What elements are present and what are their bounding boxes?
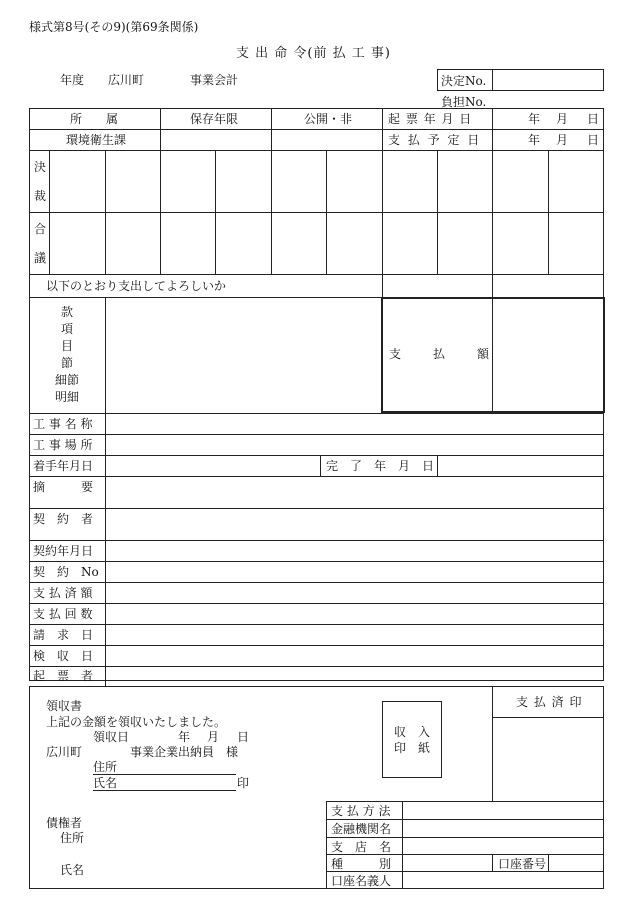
dept-value: 環境衛生課 <box>66 133 127 147</box>
town-name: 広川町 <box>108 73 145 87</box>
contract-date-label: 契約年月日 <box>33 544 94 558</box>
contract-no-field[interactable] <box>106 562 603 581</box>
year-label: 年度 <box>60 73 85 87</box>
issue-year-label: 年 <box>528 112 541 126</box>
summary-label: 摘 要 <box>33 480 94 494</box>
budget-setsu: 節 <box>61 356 74 370</box>
receipt-cashier: 事業企業出納員 様 <box>130 745 239 759</box>
receipt-month-label: 月 <box>207 730 220 744</box>
claim-date-field[interactable] <box>106 625 603 644</box>
public-header: 公開・非 <box>304 112 353 126</box>
budget-field[interactable] <box>106 298 381 412</box>
budget-ko: 項 <box>61 322 74 336</box>
confirm-text: 以下のとおり支出してよろしいか <box>46 279 227 293</box>
account-number-label: 口座番号 <box>498 857 547 871</box>
account-number-field[interactable] <box>549 855 603 870</box>
receipt-date-label: 領収日 <box>93 730 130 744</box>
paid-seal-label: 支 払 済 印 <box>516 695 583 709</box>
receipt-seal-mark: 印 <box>237 776 250 790</box>
pay-amount-label-3: 額 <box>477 347 490 361</box>
receipt-title: 領収書 <box>46 699 83 713</box>
retention-header: 保存年限 <box>190 112 239 126</box>
receipt-name-field[interactable] <box>118 775 236 789</box>
pay-count-label: 支 払 回 数 <box>33 607 93 621</box>
account-holder-field[interactable] <box>403 872 603 888</box>
revenue-stamp-box <box>382 701 442 778</box>
issue-date-label: 起 票 年 月 日 <box>388 112 473 126</box>
paid-amount-label: 支 払 済 額 <box>33 586 93 600</box>
retention-field[interactable] <box>161 130 270 149</box>
approval-label-sai: 裁 <box>34 189 47 203</box>
inspect-date-field[interactable] <box>106 646 603 665</box>
bank-name-label: 金融機関名 <box>331 822 392 836</box>
branch-name-field[interactable] <box>403 838 603 853</box>
due-day-label: 日 <box>587 133 600 147</box>
receipt-name-label: 氏名 <box>93 776 118 790</box>
work-place-field[interactable] <box>106 435 603 454</box>
creditor-address-label: 住所 <box>60 831 85 845</box>
issue-month-label: 月 <box>556 112 569 126</box>
finish-date-label: 完 了 年 月 日 <box>326 459 435 473</box>
pay-count-field[interactable] <box>106 604 603 623</box>
inspect-date-label: 検 収 日 <box>33 649 94 663</box>
summary-field[interactable] <box>106 477 603 507</box>
dept-header: 所 属 <box>70 112 119 126</box>
budget-moku: 目 <box>61 339 74 353</box>
public-field[interactable] <box>272 130 381 149</box>
due-year-label: 年 <box>528 133 541 147</box>
start-date-label: 着手年月日 <box>33 459 94 473</box>
receipt-address-label: 住所 <box>93 760 118 774</box>
pay-amount-label-2: 払 <box>433 347 446 361</box>
work-place-label: 工 事 場 所 <box>33 438 93 452</box>
burden-no-label: 負担No. <box>441 95 487 109</box>
pay-amount-field[interactable] <box>494 299 603 411</box>
consult-label-go: 合 <box>34 222 47 236</box>
revenue-stamp-label-2: 印 紙 <box>394 741 431 755</box>
decision-no-field[interactable] <box>494 70 602 90</box>
due-month-label: 月 <box>556 133 569 147</box>
paid-amount-field[interactable] <box>106 583 603 602</box>
receipt-day-label: 日 <box>237 730 250 744</box>
budget-kan: 款 <box>61 305 74 319</box>
branch-name-label: 支 店 名 <box>331 840 392 854</box>
bank-name-field[interactable] <box>403 820 603 836</box>
account-type-label: 種 別 <box>331 857 392 871</box>
account-name: 事業会計 <box>190 73 239 87</box>
contractor-label: 契 約 者 <box>33 512 94 526</box>
budget-meisai: 明細 <box>55 390 80 404</box>
contract-date-field[interactable] <box>106 541 603 560</box>
issue-day-label: 日 <box>587 112 600 126</box>
budget-saisetsu: 細節 <box>55 373 80 387</box>
consult-label-gi: 議 <box>34 251 47 265</box>
contractor-field[interactable] <box>106 509 603 539</box>
receipt-year-label: 年 <box>178 730 191 744</box>
creditor-name-field[interactable] <box>90 860 320 878</box>
pay-method-field[interactable] <box>403 802 603 818</box>
receipt-text: 上記の金額を領収いたしました。 <box>46 715 227 729</box>
issuer-label: 起 票 者 <box>33 669 94 683</box>
work-name-field[interactable] <box>106 414 603 433</box>
account-type-field[interactable] <box>403 855 491 870</box>
receipt-address-field[interactable] <box>118 759 236 773</box>
work-name-label: 工 事 名 称 <box>33 417 93 431</box>
pay-method-label: 支 払 方 法 <box>331 804 391 818</box>
receipt-town: 広川町 <box>46 745 83 759</box>
claim-date-label: 請 求 日 <box>33 628 94 642</box>
contract-no-label: 契 約 No <box>33 565 99 579</box>
approval-label-ketsu: 決 <box>34 160 47 174</box>
pay-due-label: 支 払 予 定 日 <box>388 133 482 147</box>
pay-amount-label-1: 支 <box>389 347 402 361</box>
revenue-stamp-label-1: 収 入 <box>394 725 431 739</box>
form-title: 支 出 命 令(前 払 工 事) <box>236 46 391 61</box>
creditor-label: 債権者 <box>46 816 83 830</box>
finish-date-field[interactable] <box>438 456 603 475</box>
issuer-field[interactable] <box>106 667 603 685</box>
account-holder-label: 口座名義人 <box>331 874 392 888</box>
decision-no-label: 決定No. <box>441 74 487 88</box>
creditor-name-label: 氏名 <box>60 863 85 877</box>
paid-seal-field[interactable] <box>494 719 603 799</box>
start-date-field[interactable] <box>106 456 319 475</box>
form-number: 様式第8号(その9)(第69条関係) <box>29 20 199 34</box>
creditor-address-field[interactable] <box>90 828 320 846</box>
